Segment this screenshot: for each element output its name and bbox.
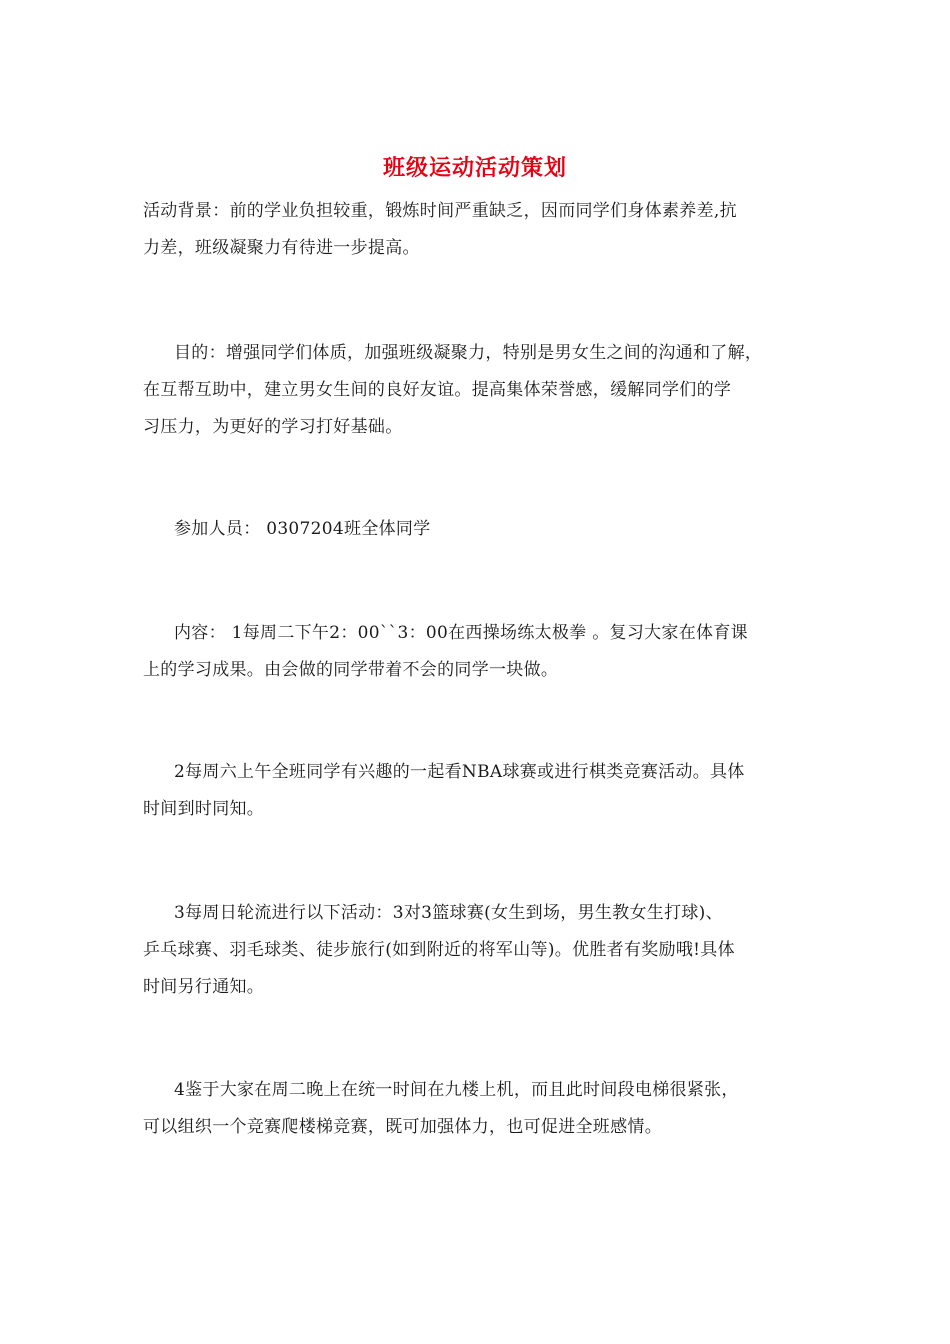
- paragraph-line: 内容： 1每周二下午2：00``3：00在西操场练太极拳 。复习大家在体育课: [174, 623, 748, 643]
- document-title: 班级运动活动策划: [382, 156, 567, 181]
- paragraph-line: 活动背景：前的学业负担较重，锻炼时间严重缺乏，因而同学们身体素养差,抗: [143, 201, 737, 221]
- paragraph-line: 时间另行通知。: [143, 977, 265, 997]
- paragraph-line: 目的：增强同学们体质，加强班级凝聚力，特别是男女生之间的沟通和了解，: [174, 343, 763, 363]
- paragraph-line: 4鉴于大家在周二晚上在统一时间在九楼上机，而且此时间段电梯很紧张，: [174, 1080, 739, 1100]
- paragraph-line: 可以组织一个竞赛爬楼梯竞赛，既可加强体力，也可促进全班感情。: [143, 1117, 662, 1137]
- paragraph-content-item-1: [143, 615, 813, 689]
- paragraph-line: 习压力，为更好的学习打好基础。: [143, 417, 403, 437]
- paragraph-participants: [143, 511, 813, 548]
- paragraph-purpose: [143, 335, 813, 446]
- paragraph-line: 时间到时同知。: [143, 799, 265, 819]
- paragraph-content-item-2: [143, 754, 813, 828]
- paragraph-line: 力差，班级凝聚力有待进一步提高。: [143, 238, 420, 258]
- paragraph-line: 参加人员： 0307204班全体同学: [174, 519, 431, 539]
- paragraph-line: 乒乓球赛、羽毛球类、徒步旅行(如到附近的将军山等)。优胜者有奖励哦!具体: [143, 940, 735, 960]
- paragraph-line: 3每周日轮流进行以下活动：3对3篮球赛(女生到场，男生教女生打球)、: [174, 903, 723, 923]
- paragraph-content-item-3: [143, 895, 813, 1006]
- paragraph-line: 2每周六上午全班同学有兴趣的一起看NBA球赛或进行棋类竞赛活动。具体: [174, 762, 745, 782]
- paragraph-line: 上的学习成果。由会做的同学带着不会的同学一块做。: [143, 660, 559, 680]
- paragraph-background: [143, 193, 813, 267]
- paragraph-line: 在互帮互助中，建立男女生间的良好友谊。提高集体荣誉感，缓解同学们的学: [143, 380, 732, 400]
- paragraph-content-item-4: [143, 1072, 813, 1146]
